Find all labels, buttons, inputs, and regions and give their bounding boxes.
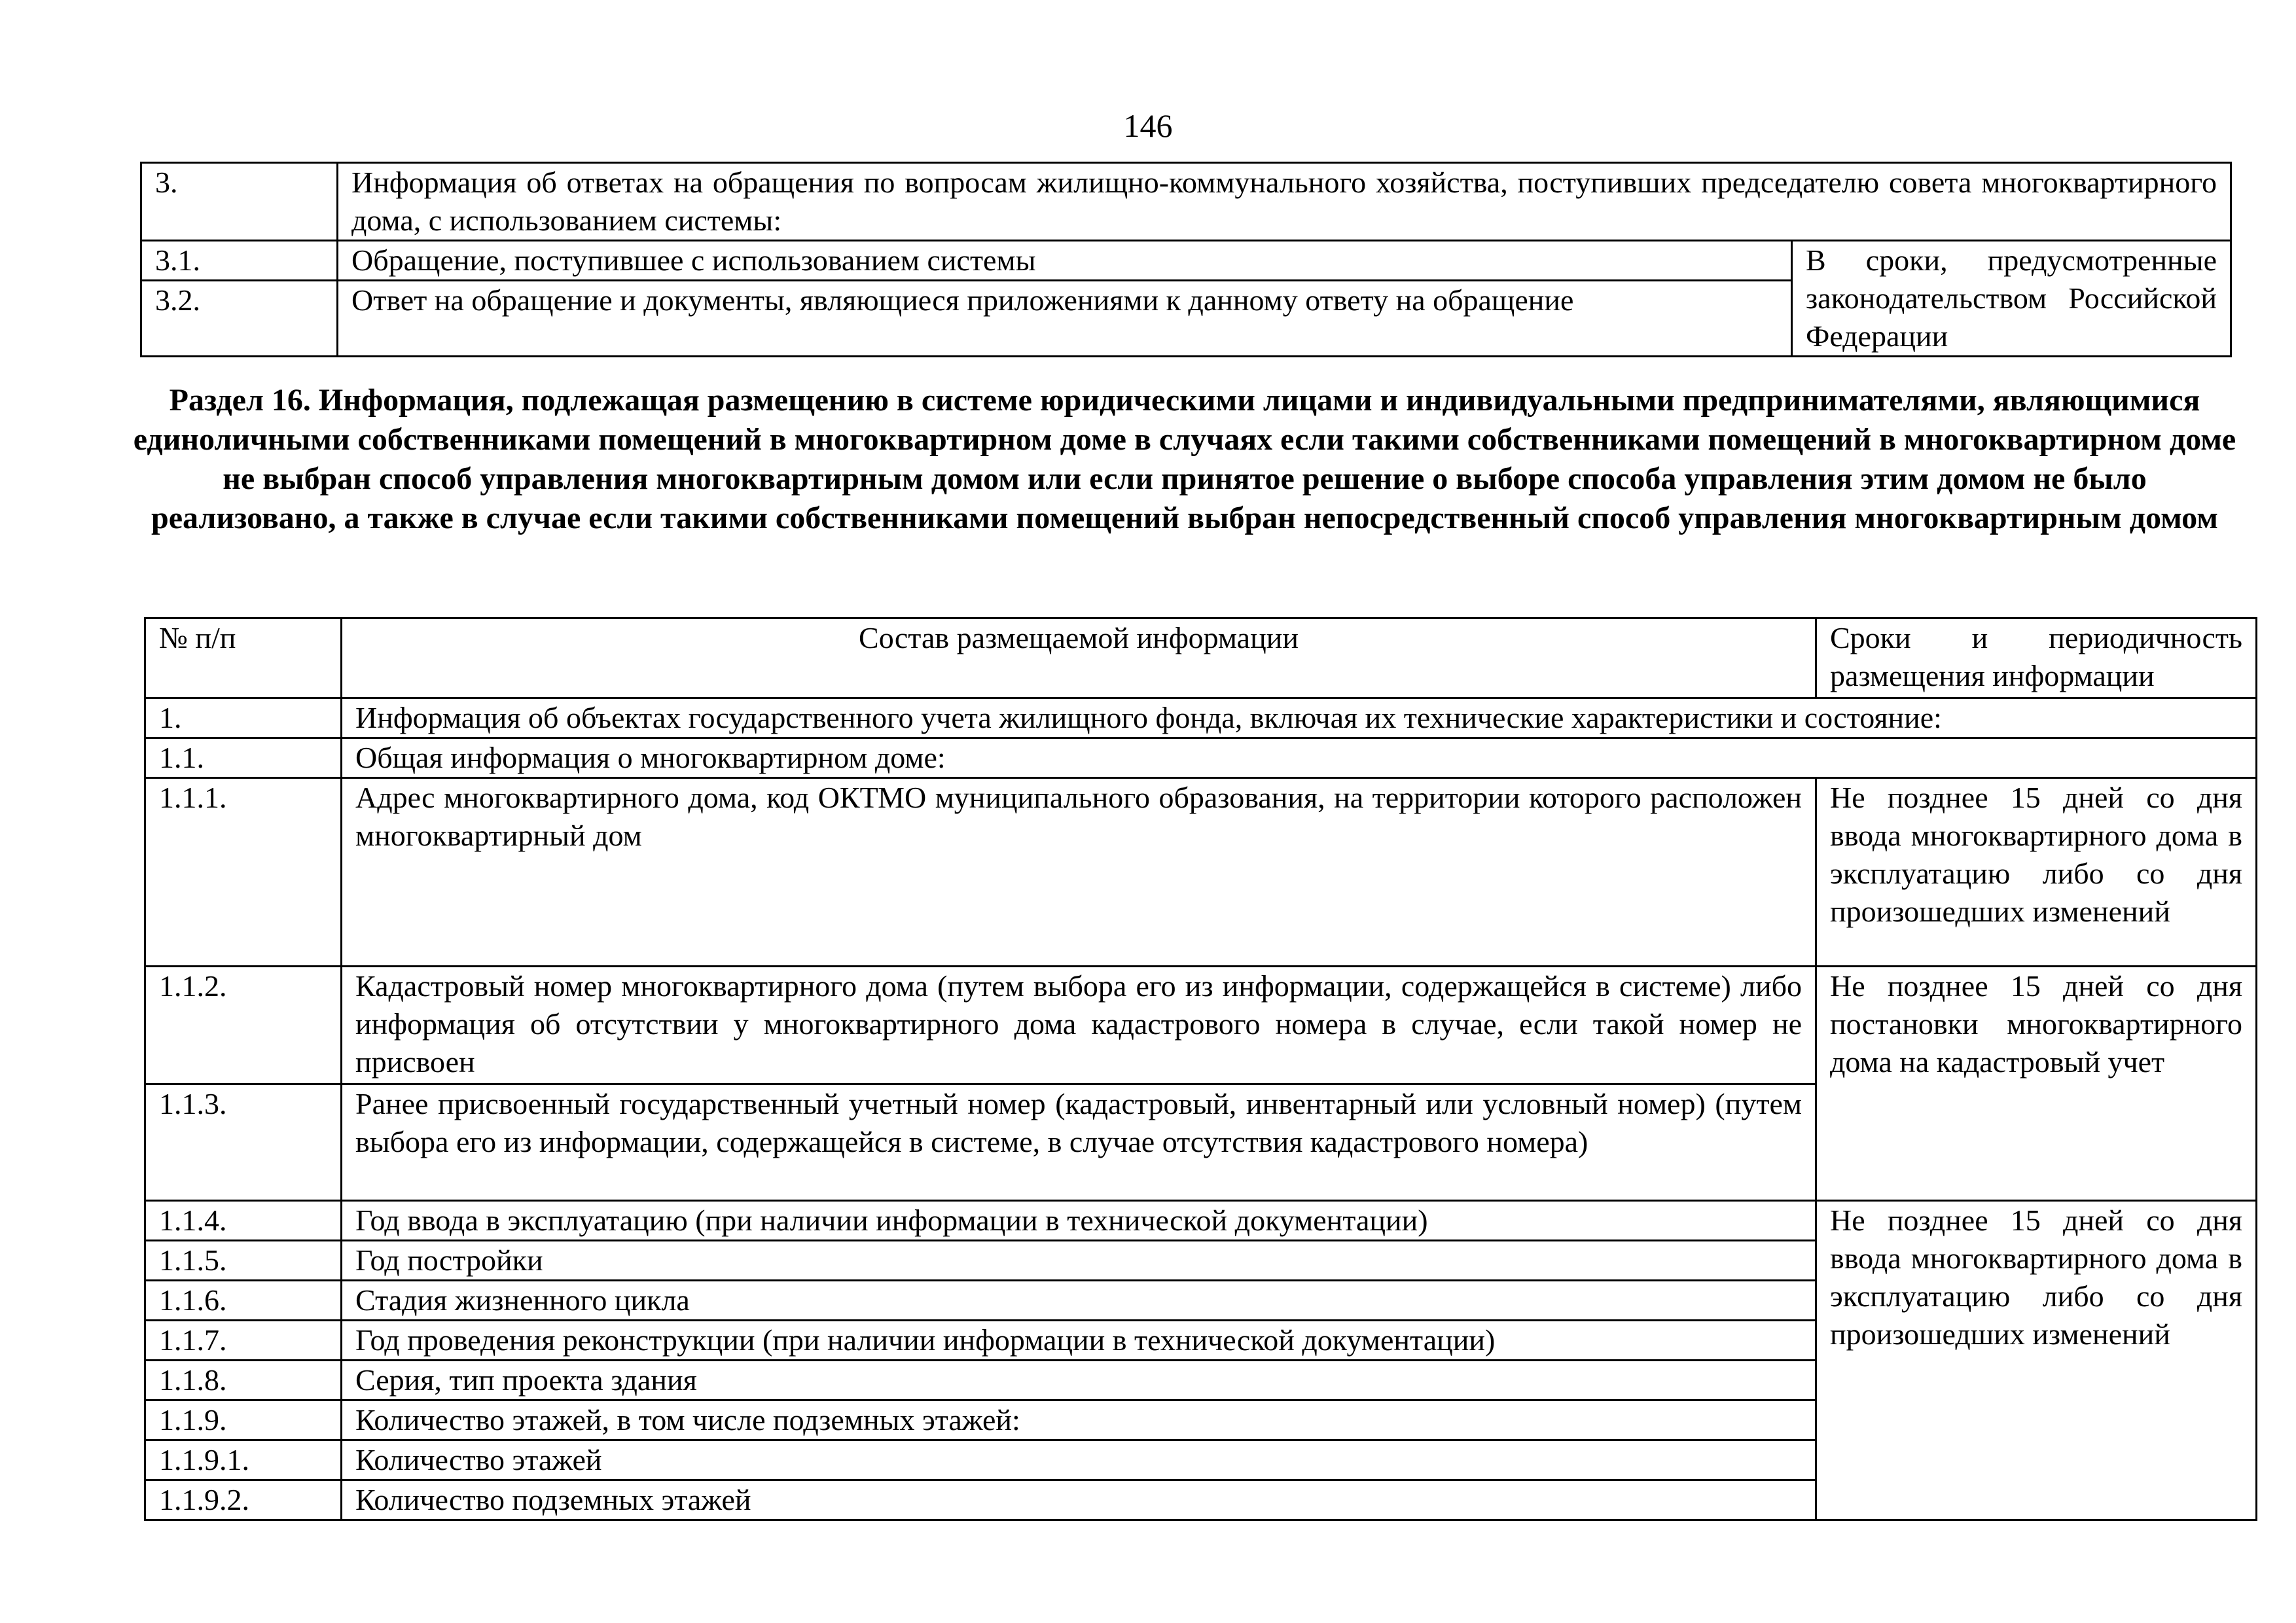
table-row bbox=[141, 241, 2231, 281]
row-text: Информация об объектах государственного учета жилищного фонда, включая их технические характеристики и состояние: bbox=[342, 698, 2257, 738]
header-num: № п/п bbox=[145, 618, 342, 698]
row-number: 1.1.2. bbox=[145, 967, 342, 1084]
row-text: Ранее присвоенный государственный учетный номер (кадастровый, инвентарный или условный номер) (путем выбора его из информации, содержащейся в системе, в случае отсутствия кадастрового номера) bbox=[342, 1084, 1816, 1201]
deadline-cell: Не позднее 15 дней со дня ввода многоквартирного дома в эксплуатацию либо со дня произошедших изменений bbox=[1816, 1201, 2257, 1520]
row-text: Количество подземных этажей bbox=[342, 1480, 1816, 1520]
continuation-table bbox=[140, 162, 2232, 357]
row-text: Год ввода в эксплуатацию (при наличии информации в технической документации) bbox=[342, 1201, 1816, 1241]
table-row bbox=[145, 1201, 2257, 1241]
row-text: Обращение, поступившее с использованием системы bbox=[338, 241, 1792, 281]
row-number: 1.1.6. bbox=[145, 1281, 342, 1321]
table-row bbox=[145, 967, 2257, 1084]
row-number: 1.1.5. bbox=[145, 1241, 342, 1281]
row-text: Стадия жизненного цикла bbox=[342, 1281, 1816, 1321]
information-table bbox=[144, 617, 2257, 1521]
row-text: Кадастровый номер многоквартирного дома (путем выбора его из информации, содержащейся в системе) либо информация об отсутствии у многоквартирного дома кадастрового номера в случае, если такой номер не присвоен bbox=[342, 967, 1816, 1084]
row-number: 1. bbox=[145, 698, 342, 738]
row-number: 3.1. bbox=[141, 241, 338, 281]
row-text: Год постройки bbox=[342, 1241, 1816, 1281]
row-number: 1.1.4. bbox=[145, 1201, 342, 1241]
deadline-cell: Не позднее 15 дней со дня постановки многоквартирного дома на кадастровый учет bbox=[1816, 967, 2257, 1201]
page-number: 146 bbox=[1123, 107, 1173, 144]
row-text: Информация об ответах на обращения по вопросам жилищно-коммунального хозяйства, поступивших председателю совета многоквартирного дома, с использованием системы: bbox=[338, 163, 2231, 241]
row-text: Серия, тип проекта здания bbox=[342, 1361, 1816, 1400]
table-row bbox=[145, 738, 2257, 778]
deadline-cell: В сроки, предусмотренные законодательством Российской Федерации bbox=[1792, 241, 2231, 357]
row-text: Адрес многоквартирного дома, код ОКТМО муниципального образования, на территории которого расположен многоквартирный дом bbox=[342, 778, 1816, 967]
row-text: Количество этажей, в том числе подземных этажей: bbox=[342, 1400, 1816, 1440]
header-content: Состав размещаемой информации bbox=[342, 618, 1816, 698]
section-heading: Раздел 16. Информация, подлежащая размещению в системе юридическими лицами и индивидуальными предпринимателями, являющимися единоличными собственниками помещений в многоквартирном доме в случаях если такими собственниками помещений в многоквартирном доме не выбран способ управления многоквартирным домом или если принятое решение о выборе способа управления этим домом не было реализовано, а также в случае если такими собственниками помещений выбран непосредственный способ управления многоквартирным домом bbox=[133, 383, 2236, 535]
header-deadline: Сроки и периодичность размещения информации bbox=[1816, 618, 2257, 698]
deadline-cell: Не позднее 15 дней со дня ввода многоквартирного дома в эксплуатацию либо со дня произошедших изменений bbox=[1816, 778, 2257, 967]
row-number: 1.1.7. bbox=[145, 1321, 342, 1361]
row-text: Количество этажей bbox=[342, 1440, 1816, 1480]
row-number: 3.2. bbox=[141, 281, 338, 357]
table-row bbox=[145, 778, 2257, 967]
row-text: Общая информация о многоквартирном доме: bbox=[342, 738, 2257, 778]
row-number: 1.1.8. bbox=[145, 1361, 342, 1400]
row-text: Ответ на обращение и документы, являющиеся приложениями к данному ответу на обращение bbox=[338, 281, 1792, 357]
row-number: 1.1.9. bbox=[145, 1400, 342, 1440]
row-number: 1.1.9.2. bbox=[145, 1480, 342, 1520]
row-number: 1.1.9.1. bbox=[145, 1440, 342, 1480]
table-row bbox=[145, 698, 2257, 738]
row-number: 3. bbox=[141, 163, 338, 241]
row-number: 1.1. bbox=[145, 738, 342, 778]
row-number: 1.1.1. bbox=[145, 778, 342, 967]
table-header-row bbox=[145, 618, 2257, 698]
row-number: 1.1.3. bbox=[145, 1084, 342, 1201]
row-text: Год проведения реконструкции (при наличии информации в технической документации) bbox=[342, 1321, 1816, 1361]
table-row bbox=[141, 163, 2231, 241]
